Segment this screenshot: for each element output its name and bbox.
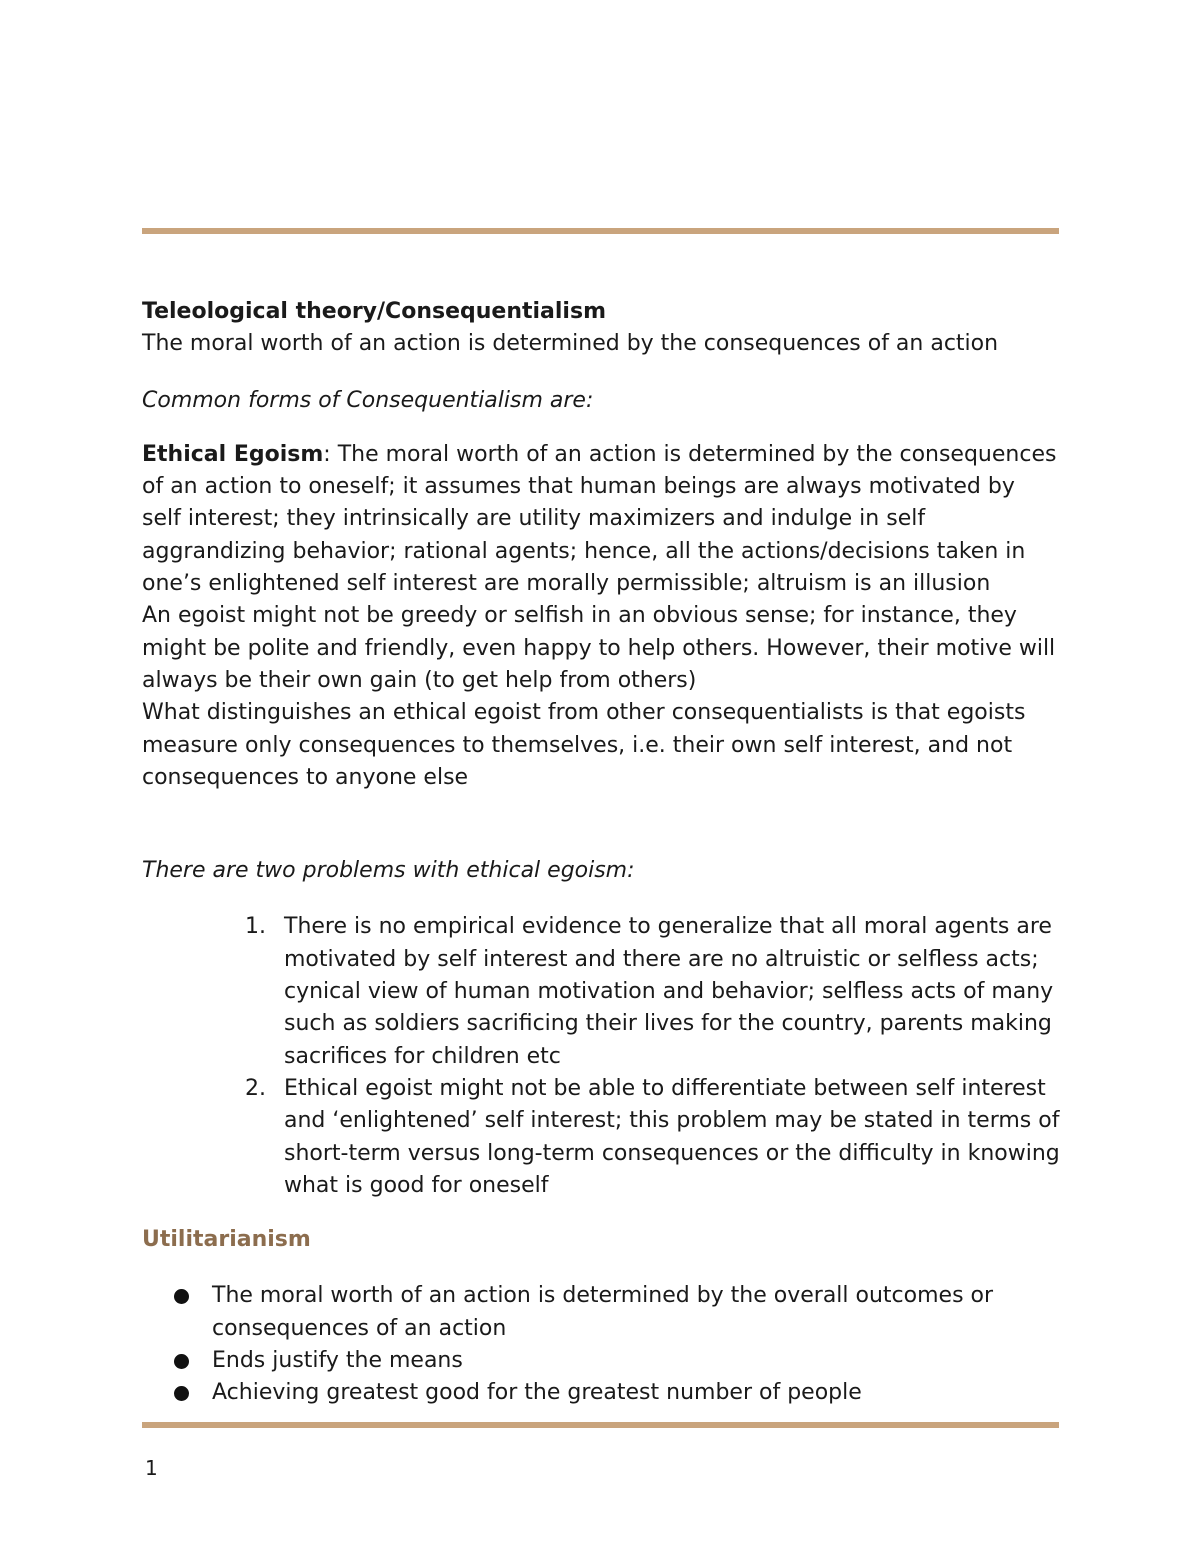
bottom-divider [142,1422,1059,1428]
forms-intro: Common forms of Consequentialism are: [142,387,594,413]
ethical-egoism-paragraph [142,439,1060,600]
list-item-text: Ends justify the means [212,1348,463,1374]
egoist-distinction-paragraph: What distinguishes an ethical egoist from other consequentialists is that egoists measure only consequences to themselves, i.e. their own self interest, and not consequences to anyone else [142,700,1026,790]
list-number: 2. [245,1075,266,1101]
list-item [142,1345,1060,1377]
list-item-text: The moral worth of an action is determined by the overall outcomes or consequences of an action [212,1283,994,1341]
ethical-egoism-term: Ethical Egoism [142,441,324,467]
bullet-icon [174,1354,189,1369]
list-item [142,1073,1060,1202]
document-body [142,296,1060,1410]
utilitarianism-heading: Utilitarianism [142,1227,311,1253]
list-number: 1. [245,914,266,940]
list-item-text: Ethical egoist might not be able to differentiate between self interest and ‘enlightened’ self interest; this problem may be stated in terms of short-term versus long-term consequences or the difficulty in knowing what is good for oneself [284,1075,1060,1198]
list-item [142,1280,1060,1345]
ethical-egoism-text: The moral worth of an action is determined by the consequences of an action to oneself; it assumes that human beings are always motivated by self interest; they intrinsically are utility maximizers and indulge in self aggrandizing behavior; rational agents; hence, all the actions/decisions taken in one’s enlightened self interest are morally permissible; altruism is an illusion [142,441,1057,597]
egoist-motive-paragraph: An egoist might not be greedy or selfish in an obvious sense; for instance, they might be polite and friendly, even happy to help others. However, their motive will always be their own gain (to get help from others) [142,603,1056,693]
definition-text: The moral worth of an action is determined by the consequences of an action [142,331,999,357]
page-number: 1 [145,1456,158,1480]
utilitarianism-list [142,1280,1060,1409]
problems-list [142,911,1060,1202]
list-item [142,911,1060,1072]
problems-intro: There are two problems with ethical egoism: [142,858,635,884]
section-title: Teleological theory/Consequentialism [142,299,606,324]
bullet-icon [174,1386,189,1401]
ethical-egoism-separator: : [323,441,331,467]
bullet-icon [174,1289,189,1304]
list-item-text: Achieving greatest good for the greatest number of people [212,1380,862,1406]
top-divider [142,228,1059,234]
list-item [142,1377,1060,1409]
list-item-text: There is no empirical evidence to generalize that all moral agents are motivated by self interest and there are no altruistic or selfless acts; cynical view of human motivation and behavior; selfless acts of many such as soldiers sacrificing their lives for the country, parents making sacrifices for children etc [284,914,1054,1069]
